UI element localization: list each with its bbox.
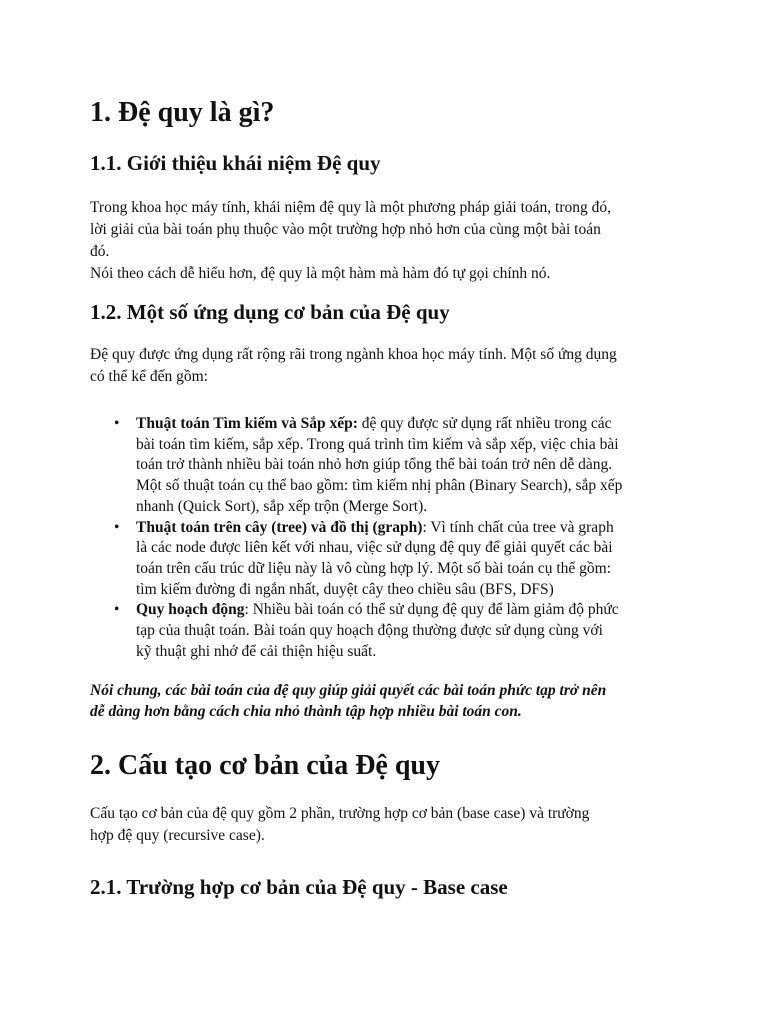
paragraph-line: lời giải của bài toán phụ thuộc vào một trường hợp nhỏ hơn của cùng một bài toán bbox=[90, 221, 601, 238]
list-item-bold-label: Thuật toán Tìm kiếm và Sắp xếp: bbox=[136, 415, 358, 432]
list-item-line: là các node được liên kết với nhau, việc sử dụng đệ quy để giải quyết các bài bbox=[136, 539, 613, 557]
list-item-line: tạp của thuật toán. Bài toán quy hoạch động thường được sử dụng cùng với bbox=[136, 622, 603, 640]
section-1-2-title: 1.2. Một số ứng dụng cơ bản của Đệ quy bbox=[90, 300, 450, 324]
list-item-first-line bbox=[136, 414, 696, 435]
list-item-text: đệ quy được sử dụng rất nhiều trong các bbox=[357, 415, 612, 432]
list-item-line: bài toán tìm kiếm, sắp xếp. Trong quá trình tìm kiếm và sắp xếp, việc chia bài bbox=[136, 435, 619, 453]
list-item bbox=[114, 600, 696, 662]
summary-line: dễ dàng hơn bằng cách chia nhỏ thành tập hợp nhiều bài toán con. bbox=[90, 703, 522, 720]
paragraph-line: hợp đệ quy (recursive case). bbox=[90, 827, 265, 844]
section-2-title: 2. Cấu tạo cơ bản của Đệ quy bbox=[90, 750, 440, 781]
section-1-title: 1. Đệ quy là gì? bbox=[90, 97, 275, 128]
list-item bbox=[114, 518, 696, 601]
bullet-icon: • bbox=[114, 415, 120, 432]
list-item-line: toán trở thành nhiều bài toán nhỏ hơn giúp tổng thể bài toán trở nên dễ dàng. bbox=[136, 456, 613, 474]
list-item-first-line bbox=[136, 518, 696, 539]
section-2-1-title: 2.1. Trường hợp cơ bản của Đệ quy - Base case bbox=[90, 875, 508, 899]
paragraph-line: Nói theo cách dễ hiểu hơn, đệ quy là một hàm mà hàm đó tự gọi chính nó. bbox=[90, 265, 551, 282]
summary-line: Nói chung, các bài toán của đệ quy giúp giải quyết các bài toán phức tạp trở nên bbox=[90, 682, 607, 699]
paragraph-line: có thể kể đến gồm: bbox=[90, 368, 208, 385]
list-item-line: toán trên cấu trúc dữ liệu này là vô cùng hợp lý. Một số bài toán cụ thể gồm: bbox=[136, 559, 612, 577]
section-1-1-paragraph bbox=[90, 197, 680, 285]
section-1-1-title: 1.1. Giới thiệu khái niệm Đệ quy bbox=[90, 151, 381, 175]
section-2-intro bbox=[90, 803, 680, 847]
section-1-2-summary bbox=[90, 680, 690, 722]
bullet-icon: • bbox=[114, 601, 120, 619]
list-item-text: : Nhiều bài toán có thể sử dụng đệ quy để làm giảm độ phức bbox=[244, 601, 619, 619]
list-item-line: nhanh (Quick Sort), sắp xếp trộn (Merge Sort). bbox=[136, 497, 428, 515]
list-item-line: Một số thuật toán cụ thể bao gồm: tìm kiếm nhị phân (Binary Search), sắp xếp bbox=[136, 477, 623, 495]
applications-list bbox=[114, 414, 696, 662]
paragraph-line: Trong khoa học máy tính, khái niệm đệ quy là một phương pháp giải toán, trong đó, bbox=[90, 199, 611, 216]
list-item-line: kỹ thuật ghi nhớ để cải thiện hiệu suất. bbox=[136, 642, 377, 660]
list-item-first-line bbox=[136, 600, 696, 621]
list-item-bold-label: Quy hoạch động bbox=[136, 601, 245, 619]
section-1-2-intro bbox=[90, 344, 680, 388]
paragraph-line: đó. bbox=[90, 243, 110, 260]
list-item-line: tìm kiếm đường đi ngắn nhất, duyệt cây theo chiều sâu (BFS, DFS) bbox=[136, 580, 554, 598]
list-item bbox=[114, 414, 696, 518]
list-item-bold-label: Thuật toán trên cây (tree) và đồ thị (graph) bbox=[136, 518, 423, 536]
list-item-text: : Vì tính chất của tree và graph bbox=[422, 518, 614, 536]
paragraph-line: Cấu tạo cơ bản của đệ quy gồm 2 phần, trường hợp cơ bản (base case) và trường bbox=[90, 805, 590, 822]
bullet-icon: • bbox=[114, 518, 120, 536]
paragraph-line: Đệ quy được ứng dụng rất rộng rãi trong ngành khoa học máy tính. Một số ứng dụng bbox=[90, 346, 617, 363]
